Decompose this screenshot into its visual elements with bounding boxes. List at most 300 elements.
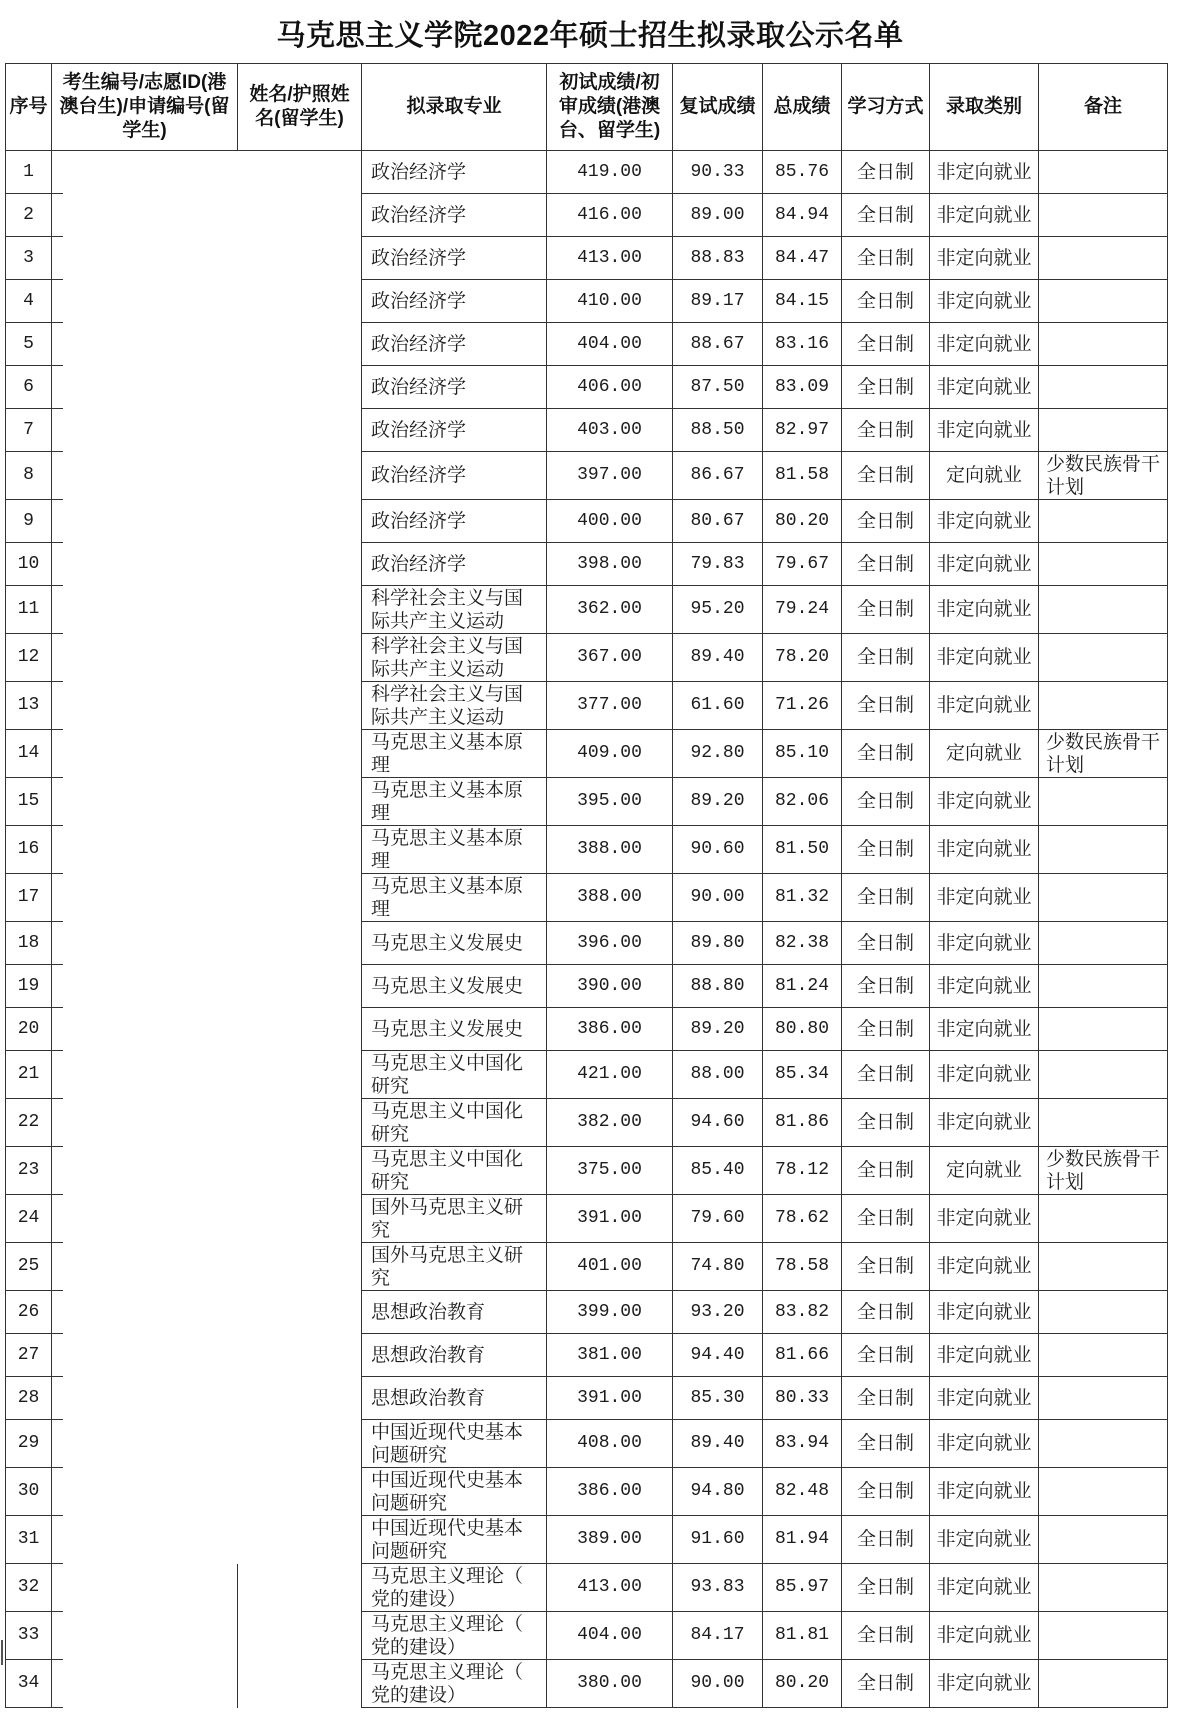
- total-score-text: 81.81: [774, 1625, 829, 1645]
- prelim-score-text: 410.00: [577, 290, 642, 311]
- cell-study-mode: [842, 151, 930, 194]
- serial-no-text: 3: [23, 247, 34, 268]
- cell-admission-type: [930, 1612, 1039, 1660]
- cell-admission-type: [930, 452, 1039, 500]
- study-mode-text: 全日制: [856, 204, 914, 226]
- cell-admission-type: [930, 682, 1039, 730]
- cell-note: [1039, 452, 1168, 500]
- serial-no-text: 11: [17, 599, 40, 619]
- cell-prelim-score: [547, 1147, 673, 1195]
- cell-study-mode: [842, 366, 930, 409]
- prelim-score-text: 391.00: [577, 1387, 642, 1408]
- cell-retest-score: [673, 1564, 763, 1612]
- cell-prelim-score: [547, 366, 673, 409]
- cell-total-score: [763, 1612, 842, 1660]
- cell-candidate-id-redacted: [52, 194, 238, 237]
- cell-candidate-id-redacted: [52, 452, 238, 500]
- table-row: [6, 1008, 1168, 1051]
- serial-no-text: 7: [23, 419, 34, 440]
- cell-total-score: [763, 194, 842, 237]
- major-text: 思想政治教育: [371, 1344, 486, 1366]
- table-row: [6, 965, 1168, 1008]
- cell-prelim-score: [547, 1099, 673, 1147]
- prelim-score-text: 409.00: [577, 743, 642, 763]
- cell-note: [1039, 922, 1168, 965]
- cell-candidate-id-redacted: [52, 826, 238, 874]
- cell-admission-type: [930, 543, 1039, 586]
- cell-note: [1039, 1051, 1168, 1099]
- cell-study-mode: [842, 965, 930, 1008]
- table-row: [6, 1195, 1168, 1243]
- total-score-text: 71.26: [774, 695, 829, 715]
- cell-serial-no: [6, 1243, 52, 1291]
- note-text: 少数民族骨干计划: [1046, 1148, 1161, 1193]
- cell-admission-type: [930, 1334, 1039, 1377]
- table-row: [6, 1243, 1168, 1291]
- cell-total-score: [763, 1420, 842, 1468]
- cell-serial-no: [6, 922, 52, 965]
- total-score-text: 80.33: [774, 1387, 829, 1408]
- header-retest-score: [673, 64, 763, 151]
- cell-study-mode: [842, 586, 930, 634]
- cell-serial-no: [6, 1195, 52, 1243]
- prelim-score-text: 388.00: [577, 887, 642, 907]
- major-text: 马克思主义基本原理: [371, 875, 524, 920]
- cell-note: [1039, 366, 1168, 409]
- cell-name-redacted: [238, 826, 362, 874]
- serial-no-text: 12: [17, 647, 40, 667]
- cell-admission-type: [930, 1660, 1039, 1708]
- total-score-text: 78.58: [774, 1256, 829, 1276]
- cell-prelim-score: [547, 194, 673, 237]
- cell-total-score: [763, 151, 842, 194]
- retest-score-text: 61.60: [690, 695, 745, 715]
- cell-major: [362, 682, 547, 730]
- cell-admission-type: [930, 1468, 1039, 1516]
- cell-note: [1039, 1147, 1168, 1195]
- retest-score-text: 94.60: [690, 1112, 745, 1132]
- study-mode-text: 全日制: [856, 1160, 914, 1181]
- cell-retest-score: [673, 151, 763, 194]
- admission-type-text: 非定向就业: [936, 510, 1032, 532]
- cell-note: [1039, 682, 1168, 730]
- cell-prelim-score: [547, 237, 673, 280]
- cell-study-mode: [842, 194, 930, 237]
- major-text: 思想政治教育: [371, 1387, 486, 1409]
- cell-retest-score: [673, 1291, 763, 1334]
- total-score-text: 80.20: [774, 510, 829, 531]
- study-mode-text: 全日制: [856, 695, 914, 716]
- cell-candidate-id-redacted: [52, 1051, 238, 1099]
- header-note: [1039, 64, 1168, 151]
- table-row: [6, 1099, 1168, 1147]
- cell-total-score: [763, 1334, 842, 1377]
- header-serial-no-label: 序号: [9, 96, 48, 117]
- cell-prelim-score: [547, 1660, 673, 1708]
- retest-score-text: 88.50: [690, 419, 745, 440]
- table-row: [6, 1468, 1168, 1516]
- cell-serial-no: [6, 1291, 52, 1334]
- cell-serial-no: [6, 1516, 52, 1564]
- total-score-text: 81.66: [774, 1344, 829, 1365]
- cell-admission-type: [930, 194, 1039, 237]
- serial-no-text: 33: [17, 1625, 40, 1645]
- cell-major: [362, 826, 547, 874]
- admission-type-text: 非定向就业: [936, 791, 1032, 812]
- cell-name-redacted: [238, 1334, 362, 1377]
- cell-admission-type: [930, 874, 1039, 922]
- cell-study-mode: [842, 237, 930, 280]
- retest-score-text: 89.00: [690, 204, 745, 225]
- table-row: [6, 323, 1168, 366]
- admission-type-text: 非定向就业: [936, 1064, 1032, 1085]
- serial-no-text: 1: [23, 161, 34, 182]
- serial-no-text: 17: [17, 887, 40, 907]
- cell-serial-no: [6, 1334, 52, 1377]
- total-score-text: 79.24: [774, 599, 829, 619]
- cell-retest-score: [673, 586, 763, 634]
- serial-no-text: 10: [17, 553, 40, 574]
- cell-major: [362, 730, 547, 778]
- header-candidate-id: [52, 64, 238, 151]
- prelim-score-text: 390.00: [577, 975, 642, 996]
- cell-note: [1039, 280, 1168, 323]
- cell-study-mode: [842, 323, 930, 366]
- retest-score-text: 92.80: [690, 743, 745, 763]
- cell-candidate-id-redacted: [52, 1612, 238, 1660]
- table-row: [6, 194, 1168, 237]
- cell-name-redacted: [238, 366, 362, 409]
- table-row: [6, 237, 1168, 280]
- cell-note: [1039, 1099, 1168, 1147]
- header-admission-type-label: 录取类别: [945, 96, 1022, 117]
- total-score-text: 78.20: [774, 647, 829, 667]
- cell-study-mode: [842, 874, 930, 922]
- study-mode-text: 全日制: [856, 743, 914, 764]
- total-score-text: 78.62: [774, 1208, 829, 1228]
- cell-major: [362, 965, 547, 1008]
- cell-retest-score: [673, 280, 763, 323]
- cell-prelim-score: [547, 874, 673, 922]
- cell-serial-no: [6, 452, 52, 500]
- total-score-text: 84.15: [774, 290, 829, 311]
- cell-study-mode: [842, 682, 930, 730]
- cell-name-redacted: [238, 1612, 362, 1660]
- serial-no-text: 6: [23, 376, 34, 397]
- cell-retest-score: [673, 543, 763, 586]
- cell-major: [362, 237, 547, 280]
- cell-total-score: [763, 280, 842, 323]
- retest-score-text: 79.83: [690, 553, 745, 574]
- admission-type-text: 定向就业: [945, 743, 1022, 764]
- total-score-text: 81.50: [774, 839, 829, 859]
- cell-study-mode: [842, 500, 930, 543]
- cell-total-score: [763, 682, 842, 730]
- header-admission-type: [930, 64, 1039, 151]
- cell-name-redacted: [238, 409, 362, 452]
- cell-serial-no: [6, 1377, 52, 1420]
- cell-total-score: [763, 874, 842, 922]
- prelim-score-text: 391.00: [577, 1208, 642, 1228]
- header-study-mode: [842, 64, 930, 151]
- admission-type-text: 非定向就业: [936, 695, 1032, 716]
- cell-name-redacted: [238, 586, 362, 634]
- cell-serial-no: [6, 1468, 52, 1516]
- cell-major: [362, 634, 547, 682]
- cell-note: [1039, 1008, 1168, 1051]
- cell-name-redacted: [238, 874, 362, 922]
- cell-admission-type: [930, 586, 1039, 634]
- cell-name-redacted: [238, 543, 362, 586]
- cell-retest-score: [673, 1612, 763, 1660]
- table-header-row: [6, 64, 1168, 151]
- total-score-text: 82.97: [774, 419, 829, 440]
- cell-name-redacted: [238, 1564, 362, 1612]
- prelim-score-text: 381.00: [577, 1344, 642, 1365]
- total-score-text: 81.58: [774, 465, 829, 485]
- cell-major: [362, 1291, 547, 1334]
- cell-prelim-score: [547, 634, 673, 682]
- cell-candidate-id-redacted: [52, 1420, 238, 1468]
- serial-no-text: 25: [17, 1256, 40, 1276]
- table-row: [6, 366, 1168, 409]
- table-row: [6, 682, 1168, 730]
- cell-candidate-id-redacted: [52, 1195, 238, 1243]
- cell-prelim-score: [547, 280, 673, 323]
- retest-score-text: 89.80: [690, 932, 745, 953]
- cell-study-mode: [842, 1516, 930, 1564]
- cell-serial-no: [6, 1147, 52, 1195]
- cell-name-redacted: [238, 1051, 362, 1099]
- cell-serial-no: [6, 1564, 52, 1612]
- cell-prelim-score: [547, 1195, 673, 1243]
- cell-note: [1039, 634, 1168, 682]
- cell-major: [362, 1516, 547, 1564]
- prelim-score-text: 375.00: [577, 1160, 642, 1180]
- cell-admission-type: [930, 965, 1039, 1008]
- admission-type-text: 非定向就业: [936, 290, 1032, 312]
- serial-no-text: 24: [17, 1208, 40, 1228]
- major-text: 政治经济学: [371, 376, 467, 398]
- cell-prelim-score: [547, 409, 673, 452]
- cell-candidate-id-redacted: [52, 1243, 238, 1291]
- cell-prelim-score: [547, 500, 673, 543]
- cell-total-score: [763, 500, 842, 543]
- cell-total-score: [763, 237, 842, 280]
- total-score-text: 85.76: [774, 161, 829, 182]
- table-row: [6, 280, 1168, 323]
- cell-major: [362, 1243, 547, 1291]
- cell-note: [1039, 151, 1168, 194]
- cell-candidate-id-redacted: [52, 682, 238, 730]
- cell-note: [1039, 1195, 1168, 1243]
- retest-score-text: 89.20: [690, 791, 745, 811]
- prelim-score-text: 398.00: [577, 553, 642, 574]
- cell-serial-no: [6, 237, 52, 280]
- cell-serial-no: [6, 1420, 52, 1468]
- serial-no-text: 14: [17, 743, 40, 763]
- scan-edge-mark: [1, 1640, 3, 1665]
- table-row: [6, 151, 1168, 194]
- total-score-text: 83.09: [774, 376, 829, 397]
- cell-study-mode: [842, 634, 930, 682]
- major-text: 马克思主义基本原理: [371, 731, 524, 776]
- cell-major: [362, 1420, 547, 1468]
- cell-major: [362, 194, 547, 237]
- major-text: 思想政治教育: [371, 1301, 486, 1323]
- cell-name-redacted: [238, 323, 362, 366]
- cell-major: [362, 452, 547, 500]
- cell-retest-score: [673, 1099, 763, 1147]
- major-text: 马克思主义理论（党的建设）: [371, 1565, 524, 1610]
- cell-study-mode: [842, 1377, 930, 1420]
- retest-score-text: 88.80: [690, 975, 745, 996]
- cell-prelim-score: [547, 682, 673, 730]
- admission-type-text: 非定向就业: [936, 887, 1032, 908]
- cell-serial-no: [6, 1612, 52, 1660]
- cell-total-score: [763, 1468, 842, 1516]
- cell-admission-type: [930, 1564, 1039, 1612]
- major-text: 政治经济学: [371, 465, 467, 486]
- cell-study-mode: [842, 543, 930, 586]
- table-row: [6, 500, 1168, 543]
- cell-retest-score: [673, 874, 763, 922]
- cell-candidate-id-redacted: [52, 500, 238, 543]
- prelim-score-text: 408.00: [577, 1433, 642, 1453]
- prelim-score-text: 404.00: [577, 333, 642, 354]
- cell-retest-score: [673, 778, 763, 826]
- cell-retest-score: [673, 323, 763, 366]
- cell-admission-type: [930, 1291, 1039, 1334]
- study-mode-text: 全日制: [856, 333, 914, 355]
- major-text: 政治经济学: [371, 161, 467, 183]
- cell-admission-type: [930, 1008, 1039, 1051]
- serial-no-text: 9: [23, 510, 34, 531]
- serial-no-text: 30: [17, 1481, 40, 1501]
- table-row: [6, 1564, 1168, 1612]
- cell-admission-type: [930, 1195, 1039, 1243]
- admission-list-table: [5, 63, 1168, 1708]
- cell-serial-no: [6, 586, 52, 634]
- cell-prelim-score: [547, 1516, 673, 1564]
- admission-type-text: 定向就业: [945, 465, 1022, 486]
- cell-candidate-id-redacted: [52, 1516, 238, 1564]
- prelim-score-text: 406.00: [577, 376, 642, 397]
- retest-score-text: 84.17: [690, 1625, 745, 1645]
- study-mode-text: 全日制: [856, 647, 914, 668]
- cell-admission-type: [930, 409, 1039, 452]
- cell-name-redacted: [238, 682, 362, 730]
- retest-score-text: 85.40: [690, 1160, 745, 1180]
- cell-retest-score: [673, 237, 763, 280]
- cell-candidate-id-redacted: [52, 280, 238, 323]
- table-row: [6, 1291, 1168, 1334]
- cell-note: [1039, 1516, 1168, 1564]
- major-text: 马克思主义理论（党的建设）: [371, 1613, 524, 1658]
- cell-note: [1039, 778, 1168, 826]
- cell-total-score: [763, 409, 842, 452]
- table-row: [6, 1051, 1168, 1099]
- major-text: 马克思主义基本原理: [371, 827, 524, 872]
- admission-type-text: 非定向就业: [936, 599, 1032, 620]
- cell-serial-no: [6, 634, 52, 682]
- cell-major: [362, 778, 547, 826]
- major-text: 马克思主义发展史: [371, 975, 524, 997]
- serial-no-text: 28: [17, 1387, 40, 1408]
- study-mode-text: 全日制: [856, 791, 914, 812]
- cell-admission-type: [930, 1377, 1039, 1420]
- cell-candidate-id-redacted: [52, 1147, 238, 1195]
- prelim-score-text: 362.00: [577, 599, 642, 619]
- cell-candidate-id-redacted: [52, 151, 238, 194]
- cell-study-mode: [842, 826, 930, 874]
- prelim-score-text: 380.00: [577, 1673, 642, 1693]
- retest-score-text: 93.83: [690, 1577, 745, 1597]
- admission-type-text: 非定向就业: [936, 932, 1032, 954]
- cell-candidate-id-redacted: [52, 323, 238, 366]
- cell-serial-no: [6, 730, 52, 778]
- cell-major: [362, 874, 547, 922]
- cell-study-mode: [842, 730, 930, 778]
- header-prelim-score-label: 初试成绩/初审成绩(港澳台、留学生): [558, 72, 661, 141]
- cell-prelim-score: [547, 1008, 673, 1051]
- total-score-text: 82.48: [774, 1481, 829, 1501]
- prelim-score-text: 382.00: [577, 1112, 642, 1132]
- serial-no-text: 20: [17, 1018, 40, 1039]
- prelim-score-text: 416.00: [577, 204, 642, 225]
- cell-admission-type: [930, 1420, 1039, 1468]
- table-row: [6, 1516, 1168, 1564]
- cell-major: [362, 1008, 547, 1051]
- serial-no-text: 15: [17, 791, 40, 811]
- total-score-text: 82.38: [774, 932, 829, 953]
- cell-note: [1039, 730, 1168, 778]
- cell-total-score: [763, 366, 842, 409]
- serial-no-text: 27: [17, 1344, 40, 1365]
- cell-study-mode: [842, 1660, 930, 1708]
- cell-admission-type: [930, 922, 1039, 965]
- cell-retest-score: [673, 1660, 763, 1708]
- cell-study-mode: [842, 1334, 930, 1377]
- table-row: [6, 730, 1168, 778]
- cell-admission-type: [930, 730, 1039, 778]
- admission-type-text: 非定向就业: [936, 553, 1032, 575]
- study-mode-text: 全日制: [856, 1018, 914, 1040]
- admission-type-text: 非定向就业: [936, 1018, 1032, 1040]
- retest-score-text: 90.00: [690, 1673, 745, 1693]
- retest-score-text: 94.80: [690, 1481, 745, 1501]
- cell-major: [362, 1564, 547, 1612]
- cell-study-mode: [842, 1612, 930, 1660]
- serial-no-text: 2: [23, 204, 34, 225]
- prelim-score-text: 413.00: [577, 247, 642, 268]
- header-prelim-score: [547, 64, 673, 151]
- cell-name-redacted: [238, 1243, 362, 1291]
- cell-study-mode: [842, 1468, 930, 1516]
- cell-candidate-id-redacted: [52, 1564, 238, 1612]
- prelim-score-text: 386.00: [577, 1481, 642, 1501]
- cell-candidate-id-redacted: [52, 237, 238, 280]
- table-row: [6, 1660, 1168, 1708]
- study-mode-text: 全日制: [856, 1577, 914, 1598]
- cell-note: [1039, 194, 1168, 237]
- study-mode-text: 全日制: [856, 1301, 914, 1323]
- retest-score-text: 80.67: [690, 510, 745, 531]
- table-row: [6, 452, 1168, 500]
- major-text: 马克思主义发展史: [371, 932, 524, 954]
- cell-name-redacted: [238, 1147, 362, 1195]
- table-row: [6, 1147, 1168, 1195]
